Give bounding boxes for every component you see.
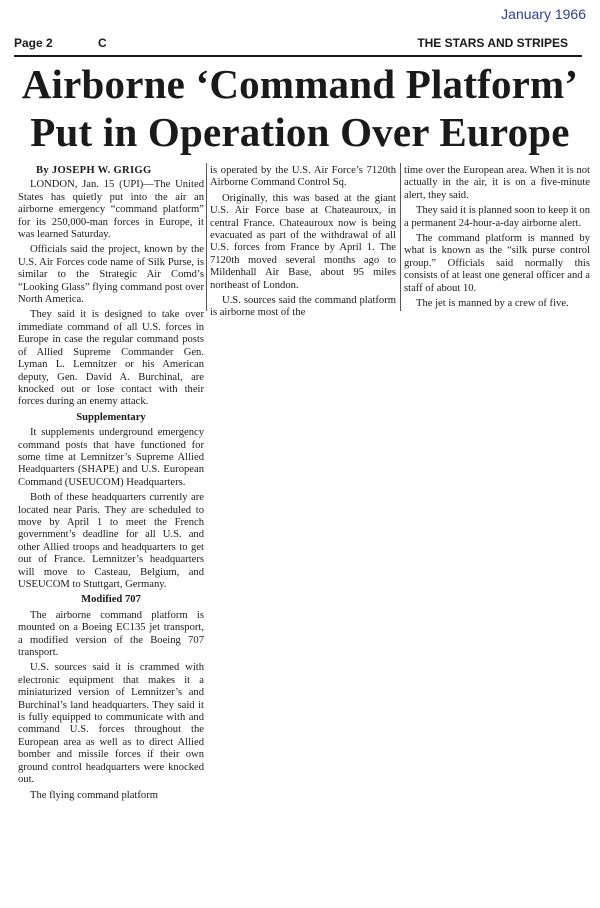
headline bbox=[14, 60, 586, 156]
paragraph: is operated by the U.S. Air Force’s 7120th Airborne Command Control Sq. bbox=[210, 165, 396, 189]
page-number: Page 2 bbox=[14, 36, 53, 50]
masthead bbox=[14, 36, 582, 57]
paragraph: The flying command platform bbox=[30, 789, 158, 801]
paragraph: LONDON, Jan. 15 (UPI)—The United States has quietly put into the air an airborne emergency “command platform” for its 250,000-man forces in Europe, it was learned Saturday. bbox=[18, 179, 204, 241]
paragraph: U.S. sources said it is crammed with electronic equipment that makes it a miniaturized version of Lemnitzer’s and Burchinal’s land headquarters. They said it is fully equipped to communicate with and command U.S. forces throughout the European area as well as to direct Allied bomber and missile forces if their own ground control headquarters were knocked out. bbox=[18, 662, 204, 786]
section-letter: C bbox=[98, 36, 107, 50]
column-rule bbox=[206, 163, 207, 311]
paragraph: U.S. sources said the command platform is airborne most of the bbox=[210, 295, 396, 319]
newspaper-name: THE STARS AND STRIPES bbox=[417, 36, 568, 50]
article-column-1 bbox=[18, 165, 204, 805]
paragraph: Officials said the project, known by the U.S. Air Forces code name of Silk Purse, is similar to the Strategic Air Comd’s “Looking Glass” flying command post over North America. bbox=[18, 244, 204, 306]
paragraph: The command platform is manned by what is known as the “silk purse control group.” Officials said normally this consists of at least one general officer and a staff of about 10. bbox=[404, 233, 590, 294]
paragraph: The airborne command platform is mounted on a Boeing EC135 jet transport, a modified version of the Boeing 707 transport. bbox=[18, 609, 204, 659]
column-rule bbox=[400, 163, 401, 311]
headline-line-1: Airborne ‘Command Platform’ bbox=[21, 61, 579, 107]
paragraph: It supplements underground emergency command posts that have functioned for some time at Lemnitzer’s Supreme Allied Headquarters (SHAPE) and U.S. European Command (USEUCOM) Headquarters. bbox=[18, 427, 204, 488]
subhead: Supplementary bbox=[76, 411, 146, 423]
byline: By JOSEPH W. GRIGG bbox=[36, 165, 152, 176]
paragraph: Both of these headquarters currently are located near Paris. They are scheduled to move by April 1 to meet the French government’s deadline for all U.S. and other Allied troops and headquarters to get out of France. Lemnitzer’s headquarters will move to Casteau, Belgium, and USEUCOM to Stuttgart, Germany. bbox=[18, 492, 204, 590]
paragraph: time over the European area. When it is not actually in the air, it is on a five-minute alert, they said. bbox=[404, 165, 590, 201]
paragraph: They said it is planned soon to keep it on a permanent 24-hour-a-day airborne alert. bbox=[404, 205, 590, 229]
paragraph: They said it is designed to take over immediate command of all U.S. forces in Europe in case the regular command posts of Allied Supreme Commander Gen. Lyman L. Lemnitzer or his American deputy, Gen. David A. Burchinal, are knocked out or lose contact with their forces during an enemy attack. bbox=[18, 309, 204, 408]
headline-line-2: Put in Operation Over Europe bbox=[30, 109, 570, 155]
paragraph: Originally, this was based at the giant U.S. Air Force base at Chateauroux, in central France. Chateauroux now is being evacuated as part of the withdrawal of all U.S. forces from France by April 1. The 7120th moved several months ago to Mildenhall Air Base, about 95 miles northeast of London. bbox=[210, 192, 396, 291]
paragraph: The jet is manned by a crew of five. bbox=[416, 298, 569, 310]
article-column-2 bbox=[210, 165, 396, 323]
article-column-3 bbox=[404, 165, 590, 313]
date-label: January 1966 bbox=[501, 6, 586, 22]
subhead: Modified 707 bbox=[81, 594, 141, 606]
